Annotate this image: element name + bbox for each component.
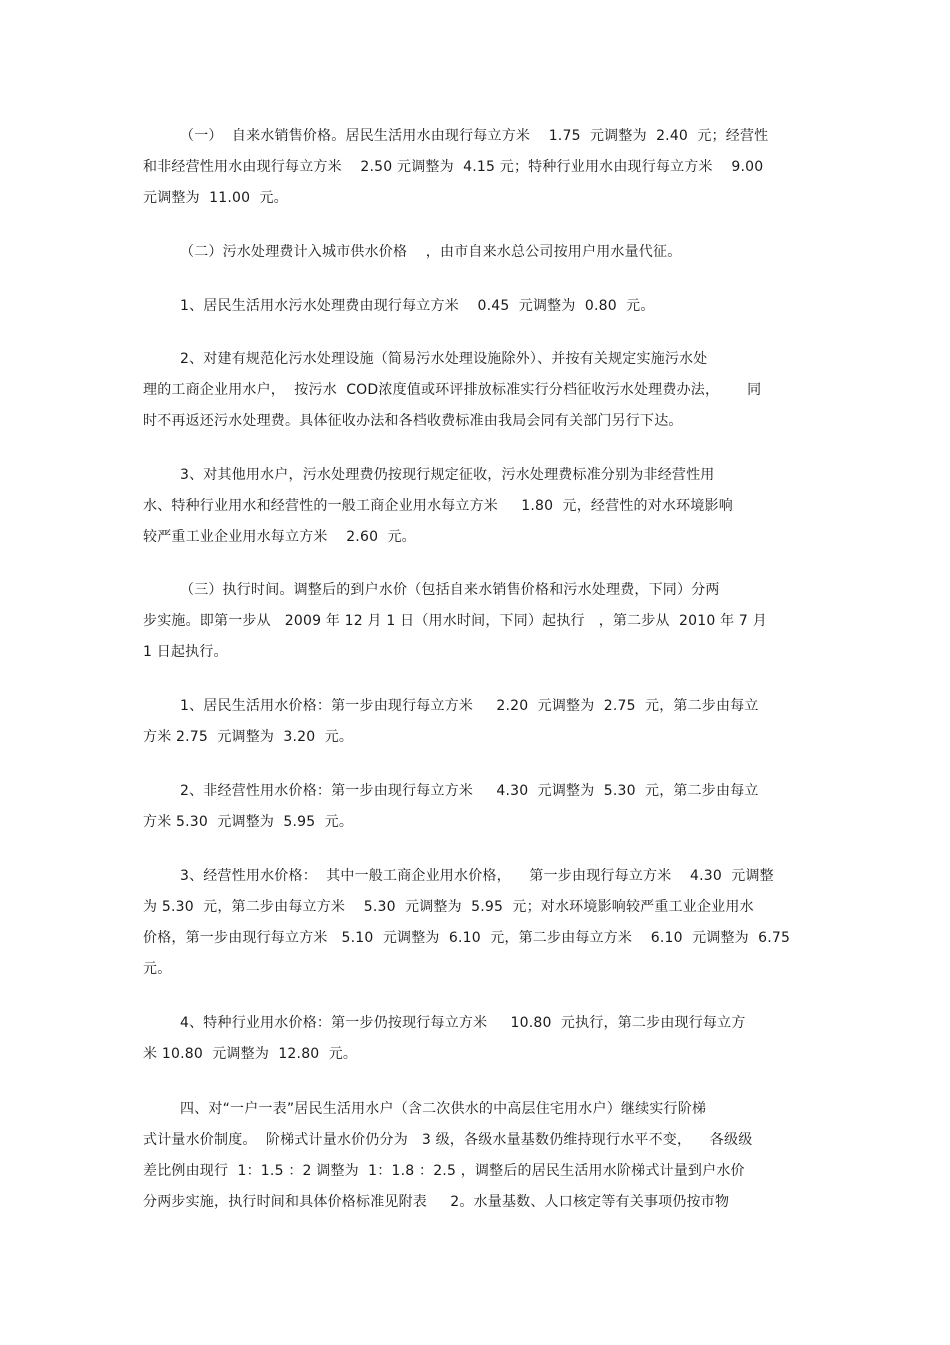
paragraph-other-sewage-fee [143, 460, 808, 553]
text-line: 2、非经营性用水价格：第一步由现行每立方米 4.30 元调整为 5.30 元，第二步由每立 [180, 783, 759, 799]
text-line: 为 5.30 元，第二步由每立方米 5.30 元调整为 5.95 元；对水环境影响较严重工业企业用水 [143, 899, 754, 915]
text-line: 1、居民生活用水污水处理费由现行每立方米 0.45 元调整为 0.80 元。 [180, 298, 655, 314]
paragraph-sewage-fee-intro [143, 237, 808, 268]
text-line: 差比例由现行 1：1.5 ：2 调整为 1：1.8 ：2.5 ，调整后的居民生活用水阶梯式计量到户水价 [143, 1163, 745, 1179]
text-line: 米 10.80 元调整为 12.80 元。 [143, 1046, 358, 1062]
paragraph-residential-price [143, 691, 808, 753]
text-line: 分两步实施，执行时间和具体价格标准见附表 2。水量基数、人口核定等有关事项仍按市物 [143, 1194, 730, 1210]
paragraph-tiered-pricing [143, 1094, 808, 1218]
paragraph-execution-time [143, 575, 808, 668]
text-line: 理的工商企业用水户， 按污水 COD浓度值或环评排放标准实行分档征收污水处理费办法， 同 [143, 382, 762, 398]
paragraph-special-industry-price [143, 1008, 808, 1070]
text-line: 水、特种行业用水和经营性的一般工商企业用水每立方米 1.80 元，经营性的对水环境影响 [143, 498, 733, 514]
text-line: 四、对“一户一表”居民生活用水户（含二次供水的中高层住宅用水户）继续实行阶梯 [180, 1101, 707, 1117]
text-line: 式计量水价制度。 阶梯式计量水价仍分为 3 级，各级水量基数仍维持现行水平不变， 各级级 [143, 1132, 753, 1148]
paragraph-residential-sewage-fee [143, 291, 808, 322]
text-line: 方米 5.30 元调整为 5.95 元。 [143, 814, 354, 830]
text-line: 较严重工业企业用水每立方米 2.60 元。 [143, 529, 416, 545]
text-line: 4、特种行业用水价格：第一步仍按现行每立方米 10.80 元执行，第二步由现行每立方 [180, 1015, 746, 1031]
text-line: （三）执行时间。调整后的到户水价（包括自来水销售价格和污水处理费，下同）分两 [180, 582, 720, 598]
text-line: 1、居民生活用水价格：第一步由现行每立方米 2.20 元调整为 2.75 元，第二步由每立 [180, 698, 759, 714]
text-line: （一） 自来水销售价格。居民生活用水由现行每立方米 1.75 元调整为 2.40 元；经营性 [180, 128, 769, 144]
text-line: 3、对其他用水户，污水处理费仍按现行规定征收，污水处理费标准分别为非经营性用 [180, 467, 715, 483]
paragraph-commercial-price [143, 861, 808, 985]
text-line: 价格，第一步由现行每立方米 5.10 元调整为 6.10 元，第二步由每立方米 6.10 元调整为 6.75 [143, 930, 791, 946]
text-line: （二）污水处理费计入城市供水价格 ，由市自来水总公司按用户用水量代征。 [180, 244, 682, 260]
text-line: 步实施。即第一步从 2009 年 12 月 1 日（用水时间，下同）起执行 ，第二步从 2010 年 7 月 [143, 613, 767, 629]
text-line: 3、经营性用水价格： 其中一般工商企业用水价格， 第一步由现行每立方米 4.30 元调整 [180, 868, 774, 884]
text-line: 1 日起执行。 [143, 644, 228, 660]
text-line: 时不再返还污水处理费。具体征收办法和各档收费标准由我局会同有关部门另行下达。 [143, 413, 683, 429]
paragraph-non-commercial-price [143, 776, 808, 838]
text-line: 和非经营性用水由现行每立方米 2.50 元调整为 4.15 元；特种行业用水由现行每立方米 9.00 [143, 159, 764, 175]
text-line: 方米 2.75 元调整为 3.20 元。 [143, 729, 354, 745]
paragraph-industrial-sewage-fee [143, 344, 808, 437]
text-line: 元。 [143, 961, 172, 977]
paragraph-water-sales-price [143, 121, 808, 214]
text-line: 元调整为 11.00 元。 [143, 190, 288, 206]
text-line: 2、对建有规范化污水处理设施（简易污水处理设施除外）、并按有关规定实施污水处 [180, 351, 708, 367]
